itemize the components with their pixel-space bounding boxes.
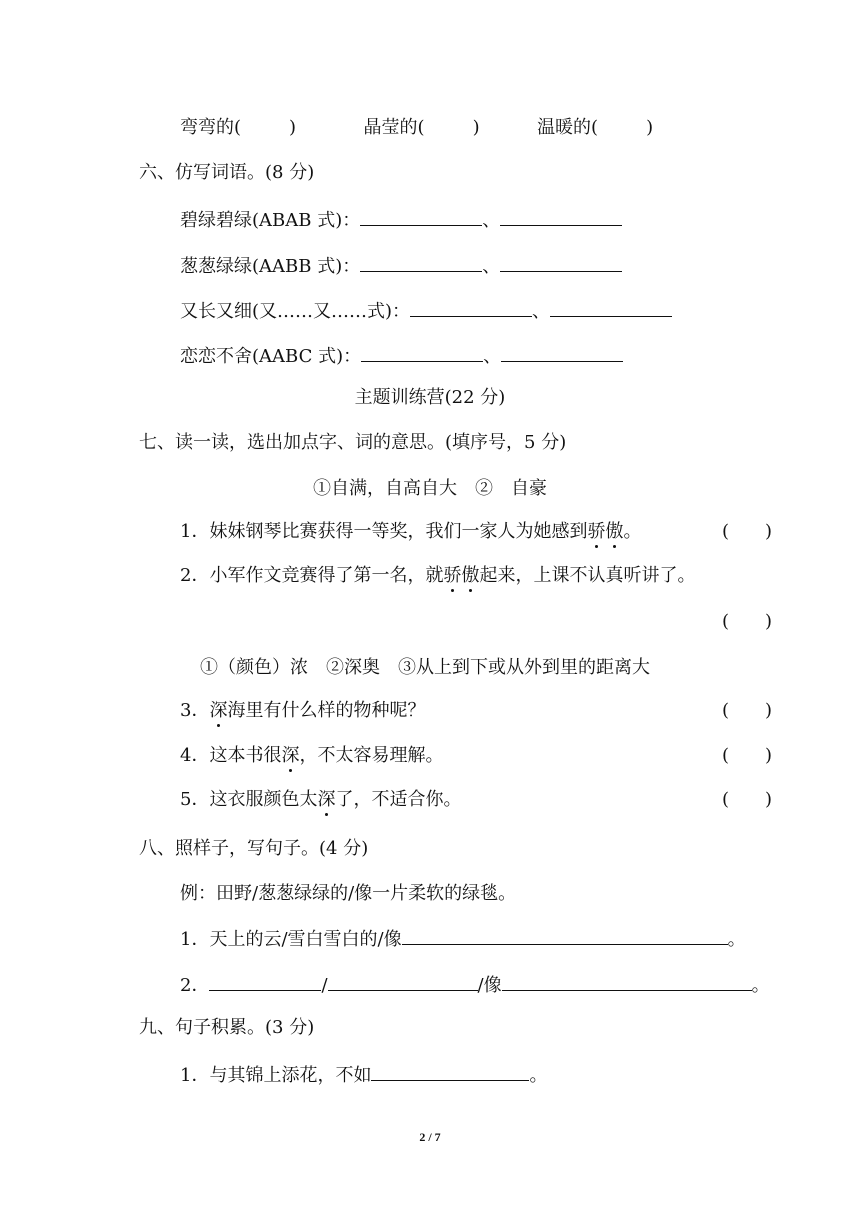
- answer-blank[interactable]: [328, 972, 478, 991]
- q8-title: 八、照样子，写句子。(4 分): [139, 838, 369, 859]
- answer-paren[interactable]: ( ): [722, 521, 773, 542]
- answer-blank[interactable]: [501, 343, 623, 362]
- answer-blank[interactable]: [500, 253, 622, 272]
- q7-sentence-4: 4．这本书很深，不太容易理解。: [180, 745, 444, 766]
- answer-blank[interactable]: [500, 207, 622, 226]
- q7-sentence-2: 2．小军作文竞赛得了第一名，就骄傲起来，上课不认真听讲了。: [180, 565, 696, 586]
- q7-title: 七、读一读，选出加点字、词的意思。(填序号，5 分): [139, 432, 567, 453]
- q6-item-aabc: 恋恋不舍(AABC 式)： 、: [180, 343, 623, 369]
- q6-item-you: 又长又细(又……又……式)： 、: [180, 298, 672, 324]
- answer-paren[interactable]: ( ): [722, 700, 773, 721]
- answer-blank[interactable]: [550, 298, 672, 317]
- q7-options-2: ①（颜色）浓 ②深奥 ③从上到下或从外到里的距离大: [200, 657, 650, 678]
- q7-sentence-3: 3．深海里有什么样的物种呢？: [180, 700, 426, 721]
- q8-sentence-1: 1．天上的云/雪白雪白的/像 。: [180, 926, 746, 952]
- q6-item-aabb: 葱葱绿绿(AABB 式)： 、: [180, 253, 622, 279]
- section-heading: 主题训练营(22 分): [354, 387, 506, 408]
- answer-paren[interactable]: ( ): [722, 611, 773, 632]
- q5-row: 弯弯的( ) 晶莹的( ) 温暖的( ): [180, 117, 654, 138]
- answer-blank[interactable]: [371, 1062, 529, 1081]
- answer-blank[interactable]: [502, 972, 752, 991]
- q7-options-1: ①自满，自高自大 ② 自豪: [313, 478, 547, 499]
- q9-title: 九、句子积累。(3 分): [139, 1017, 315, 1038]
- q8-sentence-2: 2． / /像 。: [180, 972, 770, 998]
- q7-sentence-5: 5．这衣服颜色太深了，不适合你。: [180, 789, 462, 810]
- q9-sentence-1: 1．与其锦上添花，不如 。: [180, 1062, 547, 1088]
- q8-example: 例：田野/葱葱绿绿的/像一片柔软的绿毯。: [180, 883, 517, 904]
- page-number: 2 / 7: [419, 1130, 441, 1144]
- answer-blank[interactable]: [402, 926, 728, 945]
- q5-item-3: 温暖的(: [537, 117, 599, 138]
- q6-title: 六、仿写词语。(8 分): [139, 162, 315, 183]
- answer-blank[interactable]: [410, 298, 532, 317]
- q6-item-abab: 碧绿碧绿(ABAB 式)： 、: [180, 207, 622, 233]
- answer-blank[interactable]: [360, 207, 482, 226]
- answer-blank[interactable]: [360, 253, 482, 272]
- q5-item-1: 弯弯的(: [180, 117, 242, 138]
- answer-blank[interactable]: [361, 343, 483, 362]
- q7-sentence-1: 1．妹妹钢琴比赛获得一等奖，我们一家人为她感到骄傲。: [180, 521, 642, 542]
- answer-paren[interactable]: ( ): [722, 789, 773, 810]
- q5-item-2: 晶莹的(: [363, 117, 425, 138]
- answer-paren[interactable]: ( ): [722, 745, 773, 766]
- answer-blank[interactable]: [209, 972, 321, 991]
